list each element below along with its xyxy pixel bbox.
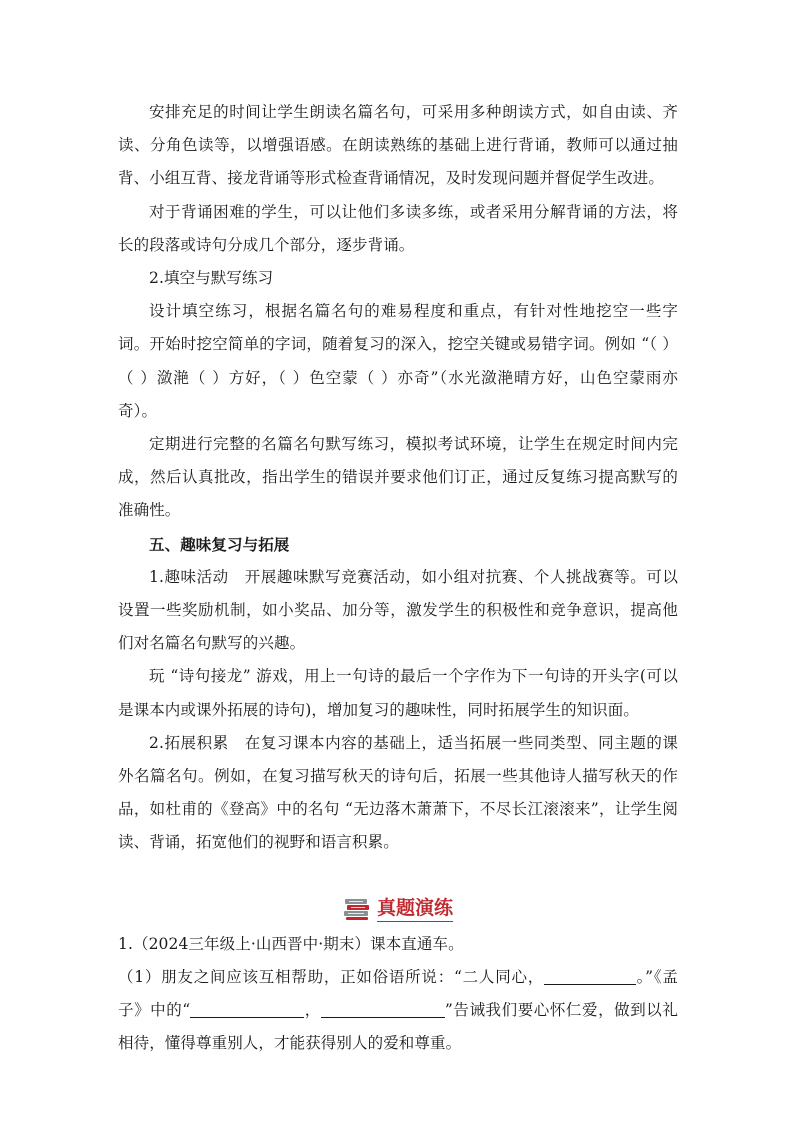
- paragraph-dictation-practice: 定期进行完整的名篇名句默写练习，模拟考试环境，让学生在规定时间内完成，然后认真批改，指出学生的错误并要求他们订正，通过反复练习提高默写的准确性。: [118, 435, 678, 520]
- paragraph-difficult-recitation: 对于背诵困难的学生，可以让他们多读多练，或者采用分解背诵的方法，将长的段落或诗句分成几个部分，逐步背诵。: [118, 202, 678, 254]
- question-part-1: （1）朋友之间应该互相帮助，正如俗语所说：“二人同心， 。”《孟子》中的“ ， ”告诫我们要心怀仁爱，做到以礼相待，懂得尊重别人，才能获得别人的爱和尊重。: [118, 967, 678, 1053]
- answer-blank-3[interactable]: [321, 999, 445, 1018]
- heading-fun-review: 五、趣味复习与拓展: [149, 534, 290, 554]
- paragraph-poem-chain-game: 玩 “诗句接龙” 游戏，用上一句诗的最后一个字作为下一句诗的开头字(可以是课本内或课外拓展的诗句)，增加复习的趣味性，同时拓展学生的知识面。: [118, 667, 678, 719]
- books-icon: [343, 897, 371, 921]
- subheading-fill-in-dictation: 2.填空与默写练习: [149, 269, 274, 288]
- paragraph-recitation: 安排充足的时间让学生朗读名篇名句，可采用多种朗读方式，如自由读、齐读、分角色读等，以增强语感。在朗读熟练的基础上进行背诵，教师可以通过抽背、小组互背、接龙背诵等形式检查背诵情况，及时发现问题并督促学生改进。: [118, 103, 678, 188]
- question-header: 1.（2024三年级上·山西晋中·期末）课本直通车。: [118, 934, 464, 953]
- paragraph-fill-in-practice: 设计填空练习，根据名篇名句的难易程度和重点，有针对性地挖空一些字词。开始时挖空简单的字词，随着复习的深入，挖空关键或易错字词。例如 “（ ）（ ）潋滟（ ）方好，（ ）色空蒙（ ）亦奇”（水光潋滟晴方好，山色空蒙雨亦奇）。: [118, 302, 678, 420]
- paragraph-fun-activity: 1.趣味活动 开展趣味默写竞赛活动，如小组对抗赛、个人挑战赛等。可以设置一些奖励机制，如小奖品、加分等，激发学生的积极性和竞争意识，提高他们对名篇名句默写的兴趣。: [118, 567, 678, 653]
- document-content: [118, 96, 678, 1060]
- section-title-label: 真题演练: [377, 896, 453, 922]
- answer-blank-1[interactable]: [544, 966, 636, 985]
- section-title: [118, 890, 678, 928]
- answer-blank-2[interactable]: [190, 999, 304, 1018]
- question-1: [118, 928, 678, 1061]
- paragraph-extended-accumulation: 2.拓展积累 在复习课本内容的基础上，适当拓展一些同类型、同主题的课外名篇名句。例如，在复习描写秋天的诗句后，拓展一些其他诗人描写秋天的作品，如杜甫的《登高》中的名句 “无边落木萧萧下，不尽长江滚滚来”，让学生阅读、背诵，拓宽他们的视野和语言积累。: [118, 733, 678, 852]
